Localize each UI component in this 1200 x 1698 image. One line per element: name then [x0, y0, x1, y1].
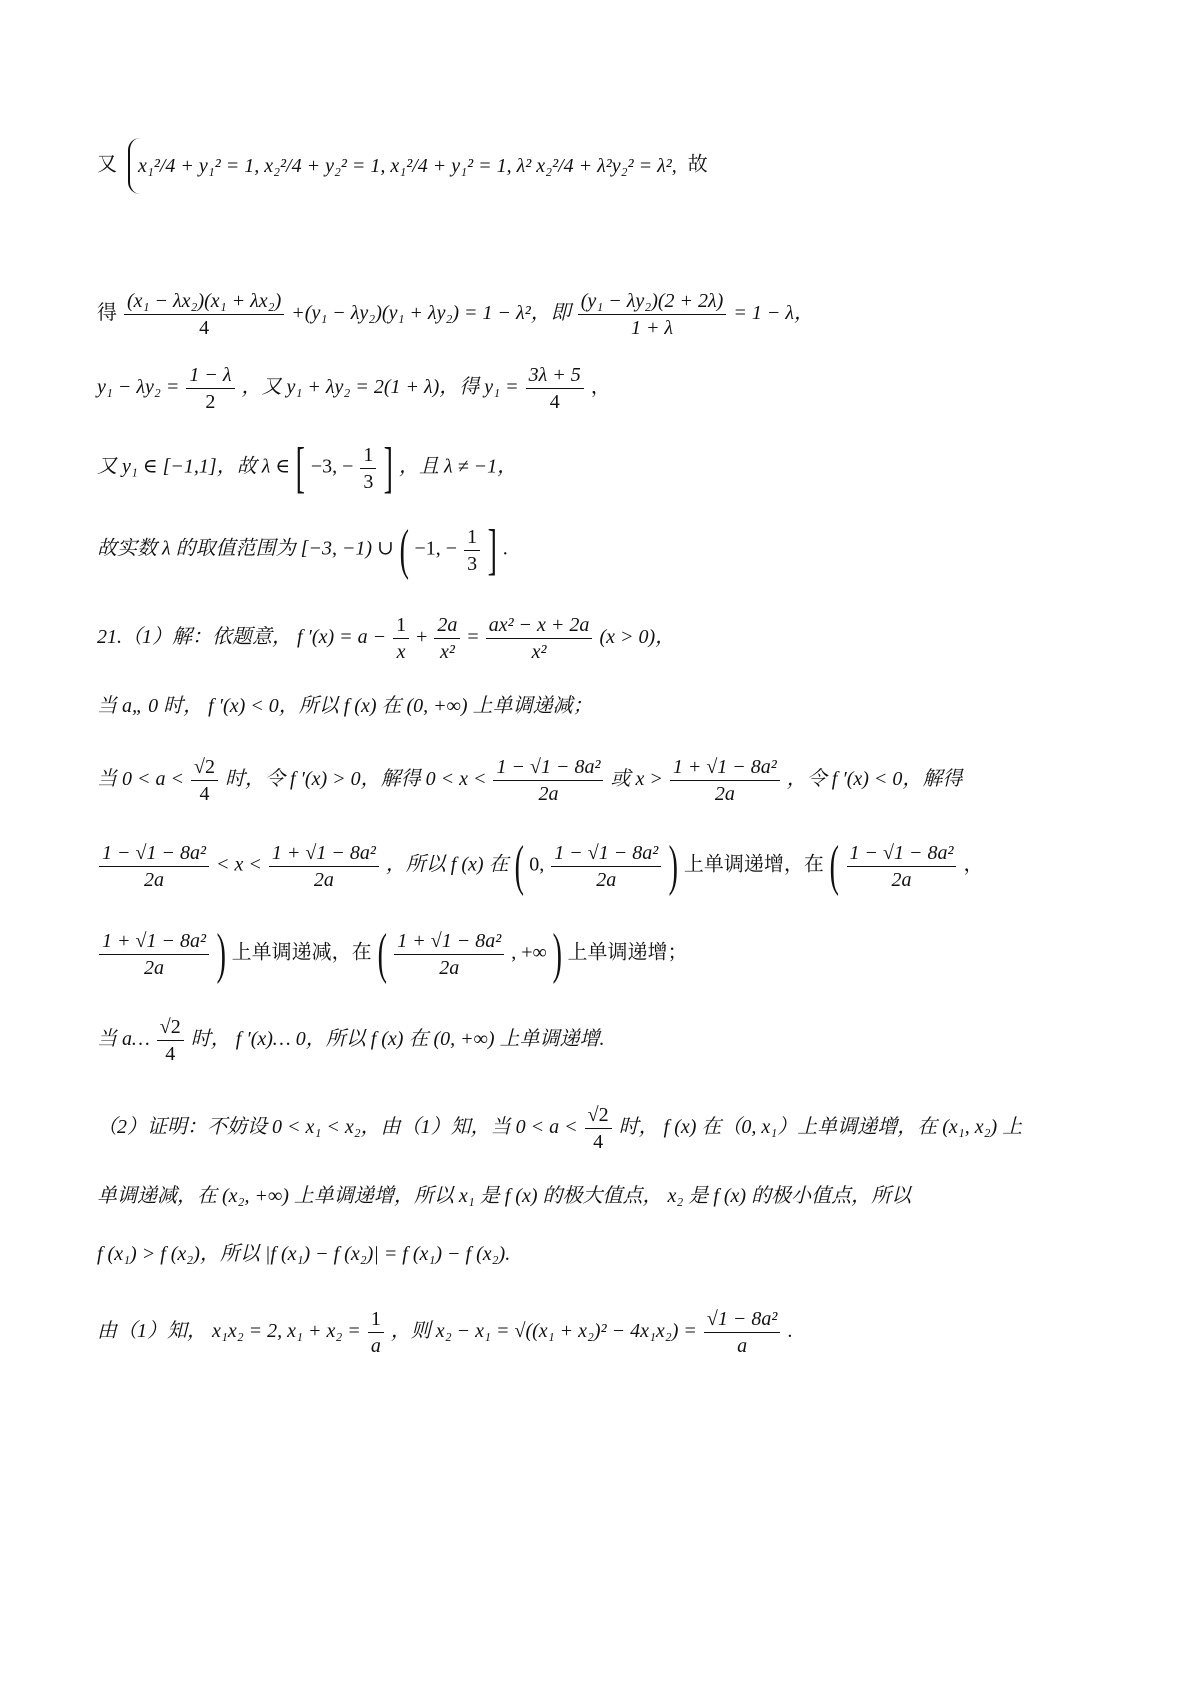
fraction: $\frac{\text{1 + √1 − 8a²}}{2a}$: [670, 754, 780, 807]
equation-system-line: [97, 138, 708, 194]
expression: −1, −: [414, 537, 458, 560]
range-conclusion-line: [97, 519, 508, 581]
problem-21-line: [97, 612, 675, 665]
expression: （2）证明：不妨设 0 < x₁ < x₂，由（1）知，当 0 < a <: [97, 1116, 578, 1139]
expression: 上单调递减，在: [231, 941, 372, 964]
left-bracket: [: [295, 437, 306, 499]
fraction: $\frac{1}{3}$: [464, 524, 480, 577]
fraction: $\frac{1}{3}$: [360, 442, 376, 495]
right-bracket: ]: [384, 437, 394, 499]
case-a-middle-line: [97, 754, 962, 807]
expression: ，令 f ′(x) < 0，解得: [786, 768, 963, 791]
right-paren: ): [216, 923, 226, 985]
expression: 故实数 λ 的取值范围为 [−3, −1) ∪: [97, 537, 394, 560]
extremum-line: [97, 1182, 911, 1210]
expression: 当 a„ 0 时， f ′(x) < 0，所以 f (x) 在 (0, +∞) 上单调递减；: [97, 695, 593, 717]
right-paren: ): [668, 835, 679, 897]
left-paren: (: [514, 835, 524, 897]
expression: 上单调递增，在: [683, 853, 824, 876]
expression: 时， f (x) 在（0, x₁）上单调递增，在 (x₁, x₂) 上: [618, 1116, 1023, 1139]
expression: 单调递减，在 (x₂, +∞) 上单调递增，所以 x₁ 是 f (x) 的极大值点， x₂ 是 f (x) 的极小值点，所以: [97, 1185, 912, 1207]
fraction: $\frac{\text{1 − √1 − 8a²}}{2a}$: [99, 840, 209, 893]
fraction: $\frac{1}{x}$: [393, 612, 409, 665]
expression: ，且 λ ≠ −1，: [399, 455, 518, 478]
text-de: 得: [97, 302, 117, 325]
punctuation: ，: [590, 376, 611, 399]
expression: −3, −: [310, 455, 354, 478]
punctuation: .: [502, 537, 508, 560]
derivation-line-1: [97, 288, 814, 341]
expression: 21.（1）解：依题意， f ′(x) = a −: [97, 626, 387, 649]
left-paren: (: [399, 519, 409, 581]
fraction: $\frac{√2}{4}$: [585, 1102, 612, 1155]
expression: +(y₁ − λy₂)(y₁ + λy₂) = 1 − λ²，即: [291, 302, 571, 325]
expression: y₁ − λy₂ =: [97, 376, 180, 399]
fraction: $\frac{\text{1 − √1 − 8a²}}{2a}$: [551, 840, 661, 893]
expression: 时， f ′(x)… 0，所以 f (x) 在 (0, +∞) 上单调递增.: [190, 1028, 605, 1051]
expression: (x > 0)，: [599, 626, 676, 649]
fraction: $\frac{√2}{4}$: [191, 754, 218, 807]
derivation-line-2: [97, 362, 611, 415]
expression: f (x₁) > f (x₂)，所以 |f (x₁) − f (x₂)| = f (x₁) − f (x₂).: [97, 1243, 511, 1265]
fraction: $\frac{\text{1 − √1 − 8a²}}{2a}$: [847, 840, 957, 893]
left-paren: (: [377, 923, 387, 985]
expression: < x <: [215, 853, 262, 876]
system-eq: x₁²/4 + y₁² = 1, x₂²/4 + y₂² = 1, x₁²/4 + y₁² = 1, λ² x₂²/4 + λ²y₂² = λ²,: [138, 155, 677, 177]
fraction: $\frac{\text{1 + √1 − 8a²}}{2a}$: [269, 840, 379, 893]
punctuation: .: [787, 1320, 793, 1343]
left-brace-system: [128, 138, 677, 194]
expression: 时，令 f ′(x) > 0，解得 0 < x <: [224, 768, 487, 791]
right-bracket: ]: [487, 519, 498, 581]
proof-part-2-line: [97, 1102, 1022, 1155]
fraction: $\frac{1 - \lambda}{2}$: [186, 362, 234, 415]
expression: ，则 x₂ − x₁ = √((x₁ + x₂)² − 4x₁x₂) =: [390, 1320, 697, 1343]
fraction: $\frac{2a}{\text{x²}}$: [434, 612, 460, 665]
derivation-line-3: [97, 437, 518, 499]
fraction: $\frac{\text{√1 − 8a²}}{a}$: [704, 1306, 780, 1359]
punctuation: ，: [963, 853, 984, 876]
expression: 又 y₁ ∈ [−1,1]，故 λ ∈: [97, 455, 291, 478]
expression: 当 a…: [97, 1028, 150, 1051]
interval-line-2: [97, 923, 688, 985]
expression: 上单调递增；: [567, 941, 688, 964]
fraction: $\frac{\text{ax² − x + 2a}}{\text{x²}}$: [486, 612, 593, 665]
right-paren: ): [552, 923, 562, 985]
expression: 当 0 < a <: [97, 768, 184, 791]
fraction: $\frac{\text{1 + √1 − 8a²}}{2a}$: [394, 928, 504, 981]
left-paren: (: [829, 835, 839, 897]
case-a-nonpositive-line: [97, 692, 593, 720]
interval-line-1: [97, 835, 984, 897]
text-you: 又: [97, 153, 117, 176]
text-gu: 故: [687, 153, 708, 176]
fraction: $\frac{\text{1 − √1 − 8a²}}{2a}$: [493, 754, 603, 807]
root-difference-line: [97, 1306, 792, 1359]
case-a-large-line: [97, 1014, 605, 1067]
expression: 或 x >: [610, 768, 663, 791]
expression: ，又 y₁ + λy₂ = 2(1 + λ)，得 y₁ =: [241, 376, 519, 399]
fraction: $\frac{\text{1 + √1 − 8a²}}{2a}$: [99, 928, 209, 981]
fraction: $\frac{√2}{4}$: [157, 1014, 184, 1067]
absolute-value-line: [97, 1240, 510, 1268]
operator: +: [416, 626, 428, 649]
expression: 0,: [529, 853, 545, 876]
expression: , +∞: [511, 941, 547, 964]
operator: =: [467, 626, 479, 649]
expression: ，所以 f (x) 在: [385, 853, 509, 876]
expression: = 1 − λ，: [733, 302, 814, 325]
expression: 由（1）知， x₁x₂ = 2, x₁ + x₂ =: [97, 1320, 361, 1343]
fraction: $\frac{3\lambda + 5}{4}$: [526, 362, 584, 415]
fraction: $\frac{\text{(y₁ − λy₂)(2 + 2λ)}}{1 + \lambda}$: [578, 288, 727, 341]
fraction: $\frac{1}{a}$: [368, 1306, 384, 1359]
fraction: $\frac{\text{(x₁ − λx₂)(x₁ + λx₂)}}{4}$: [124, 288, 284, 341]
